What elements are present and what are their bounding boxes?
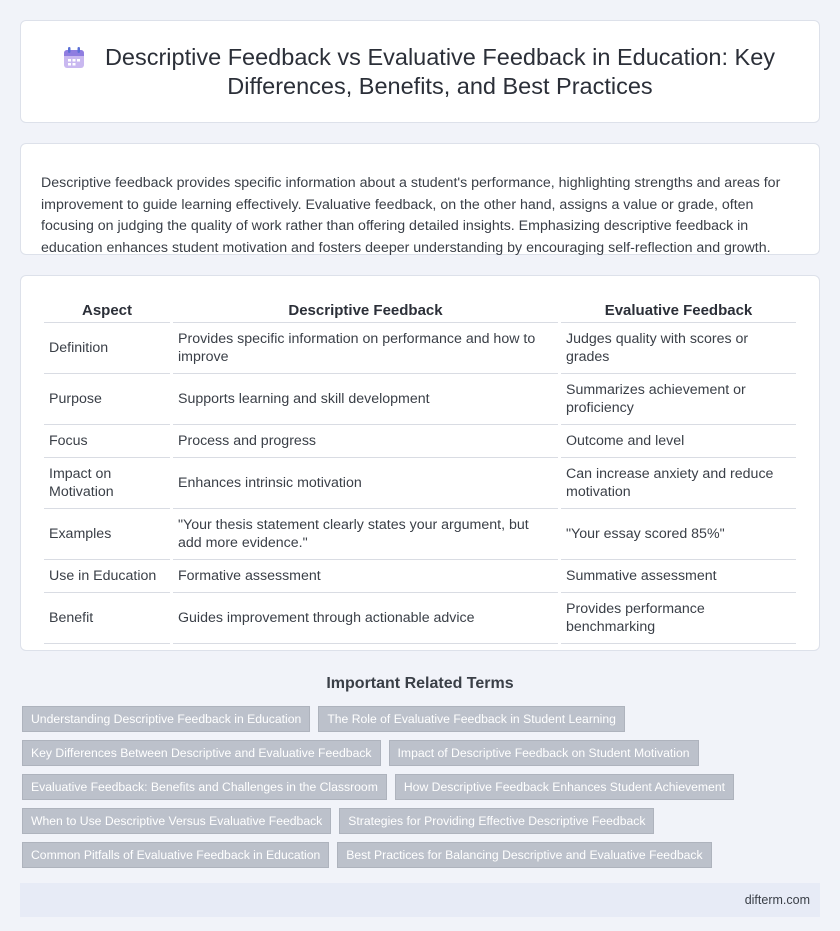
intro-card (20, 143, 820, 255)
cell-descriptive: "Your thesis statement clearly states your argument, but add more evidence." (173, 509, 558, 560)
related-terms-list (22, 706, 818, 868)
comparison-card (20, 275, 820, 651)
cell-descriptive: Supports learning and skill development (173, 374, 558, 425)
header-card (20, 20, 820, 123)
cell-evaluative: "Your essay scored 85%" (561, 509, 796, 560)
cell-aspect: Benefit (44, 593, 170, 644)
cell-evaluative: Can increase anxiety and reduce motivation (561, 458, 796, 509)
cell-descriptive: Process and progress (173, 425, 558, 458)
table-row (44, 593, 796, 644)
table-row (44, 560, 796, 593)
footer-site-name: difterm.com (744, 893, 810, 907)
related-term-link[interactable]: Best Practices for Balancing Descriptive and Evaluative Feedback (337, 842, 711, 868)
related-term-link[interactable]: Understanding Descriptive Feedback in Education (22, 706, 310, 732)
related-term-link[interactable]: Impact of Descriptive Feedback on Student Motivation (389, 740, 699, 766)
related-term-link[interactable]: When to Use Descriptive Versus Evaluative Feedback (22, 808, 331, 834)
cell-aspect: Focus (44, 425, 170, 458)
calendar-icon (61, 45, 87, 71)
cell-descriptive: Formative assessment (173, 560, 558, 593)
table-row (44, 425, 796, 458)
cell-aspect: Use in Education (44, 560, 170, 593)
cell-evaluative: Outcome and level (561, 425, 796, 458)
related-terms-title: Important Related Terms (326, 675, 514, 692)
page-title: Descriptive Feedback vs Evaluative Feedback in Education: Key Differences, Benefits, and Best Practices (104, 43, 776, 99)
cell-descriptive: Guides improvement through actionable advice (173, 593, 558, 644)
intro-paragraph: Descriptive feedback provides specific information about a student's performance, highlighting strengths and areas for improvement to guide learning effectively. Evaluative feedback, on the other hand, assigns a value or grade, often focusing on judging the quality of work rather than offering detailed insights. Emphasizing descriptive feedback in education enhances student motivation and fosters deeper understanding by encouraging self-reflection and growth. (41, 175, 781, 256)
table-row (44, 374, 796, 425)
related-term-link[interactable]: How Descriptive Feedback Enhances Student Achievement (395, 774, 734, 800)
table-header-row (44, 298, 796, 323)
related-term-link[interactable]: Evaluative Feedback: Benefits and Challenges in the Classroom (22, 774, 387, 800)
cell-evaluative: Judges quality with scores or grades (561, 323, 796, 374)
cell-aspect: Purpose (44, 374, 170, 425)
header-evaluative: Evaluative Feedback (561, 298, 796, 323)
cell-aspect: Examples (44, 509, 170, 560)
cell-evaluative: Summarizes achievement or proficiency (561, 374, 796, 425)
related-term-link[interactable]: Common Pitfalls of Evaluative Feedback in Education (22, 842, 329, 868)
table-row (44, 458, 796, 509)
related-term-link[interactable]: Strategies for Providing Effective Descriptive Feedback (339, 808, 654, 834)
cell-descriptive: Enhances intrinsic motivation (173, 458, 558, 509)
header-aspect: Aspect (44, 298, 170, 323)
cell-evaluative: Provides performance benchmarking (561, 593, 796, 644)
header (61, 43, 779, 101)
cell-descriptive: Provides specific information on performance and how to improve (173, 323, 558, 374)
cell-aspect: Impact on Motivation (44, 458, 170, 509)
cell-aspect: Definition (44, 323, 170, 374)
related-term-link[interactable]: The Role of Evaluative Feedback in Student Learning (318, 706, 625, 732)
table-row (44, 323, 796, 374)
cell-evaluative: Summative assessment (561, 560, 796, 593)
header-descriptive: Descriptive Feedback (173, 298, 558, 323)
related-term-link[interactable]: Key Differences Between Descriptive and Evaluative Feedback (22, 740, 381, 766)
table-row (44, 509, 796, 560)
comparison-table (41, 298, 799, 644)
footer (20, 883, 820, 917)
